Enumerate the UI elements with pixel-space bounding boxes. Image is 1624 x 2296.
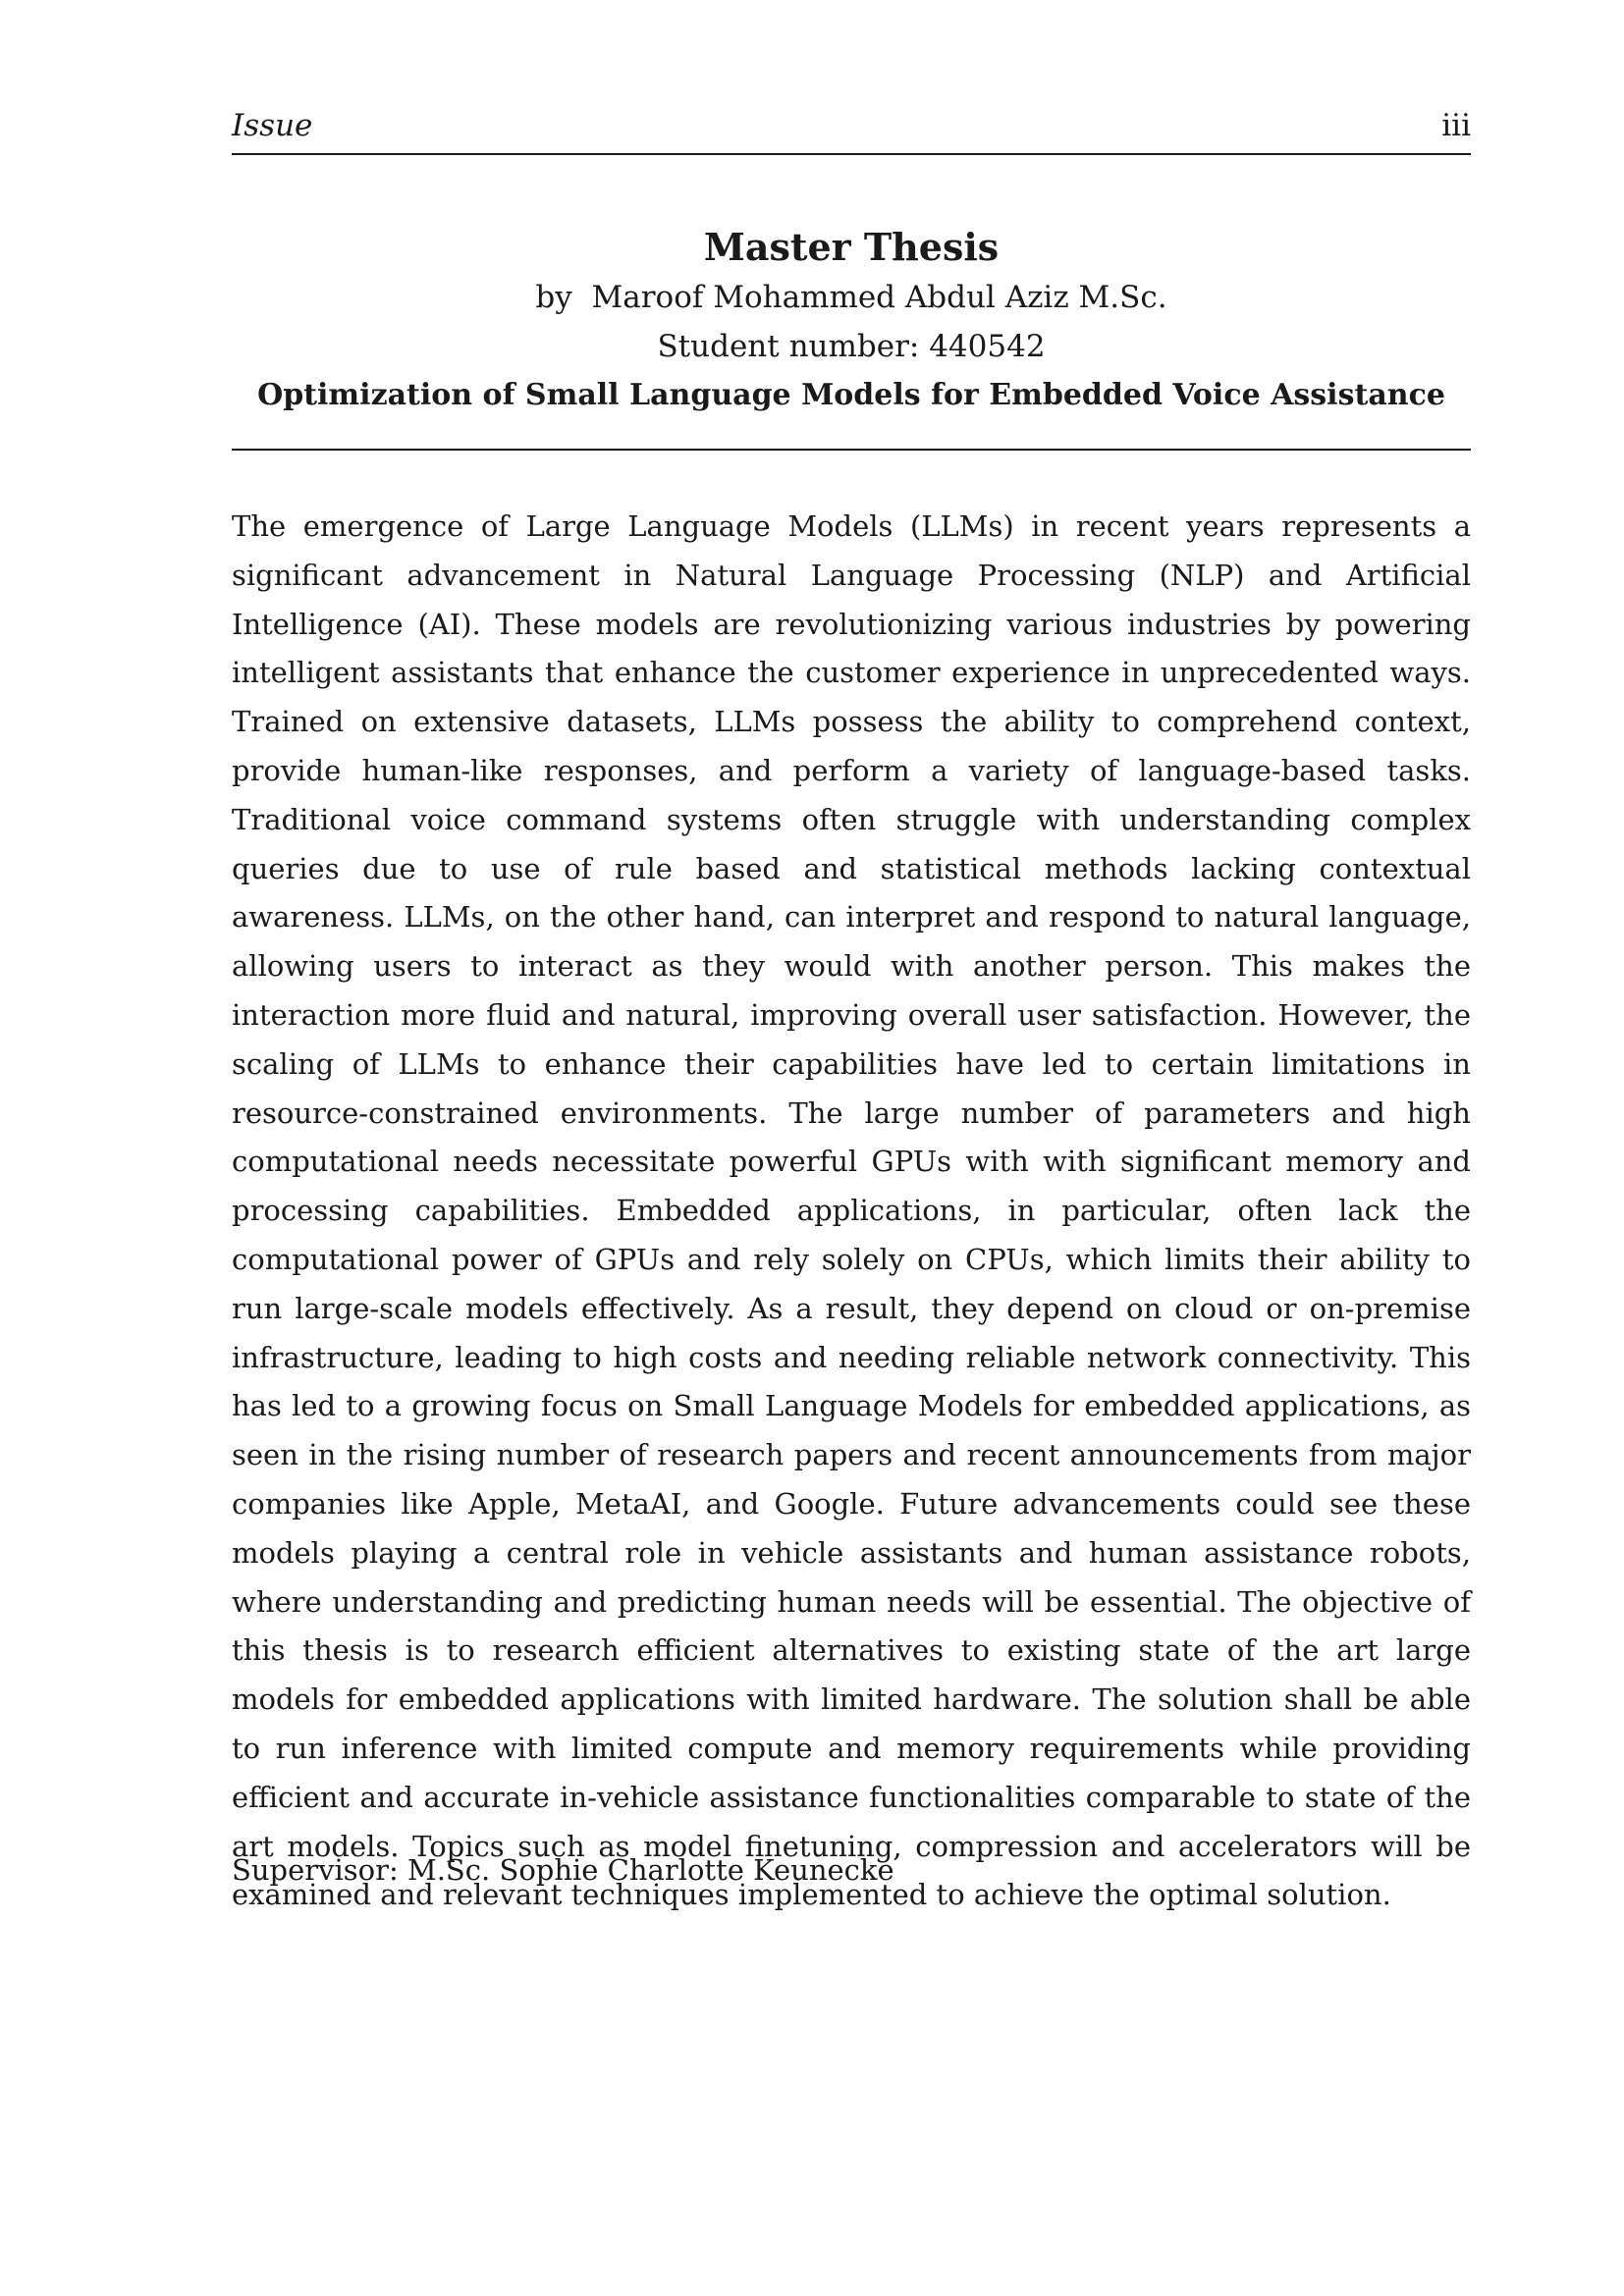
page-number: iii	[1441, 108, 1471, 143]
student-number-label: Student number:	[657, 329, 920, 364]
thesis-type-heading: Master Thesis	[703, 225, 1000, 269]
supervisor-label: Supervisor:	[232, 1853, 399, 1887]
header-section-label: Issue	[232, 108, 313, 143]
student-number-line	[232, 322, 1471, 371]
abstract-paragraph: The emergence of Large Language Models (LLMs) in recent years represents a significant advancement in Natural Language Processing (NLP) and Artificial Intelligence (AI). These models are revolutionizing various industries by powering intelligent assistants that enhance the customer experience in unprecedented ways. Trained on extensive datasets, LLMs possess the ability to comprehend context, provide human-like responses, and perform a variety of language-based tasks. Traditional voice command systems often struggle with understanding complex queries due to use of rule based and statistical methods lacking contextual awareness. LLMs, on the other hand, can interpret and respond to natural language, allowing users to interact as they would with another person. This makes the interaction more fluid and natural, improving overall user satisfaction. However, the scaling of LLMs to enhance their capabilities have led to certain limitations in resource-constrained environments. The large number of parameters and high computational needs necessitate powerful GPUs with with significant memory and processing capabilities. Embedded applications, in particular, often lack the computational power of GPUs and rely solely on CPUs, which limits their ability to run large-scale models effectively. As a result, they depend on cloud or on-premise infrastructure, leading to high costs and needing reliable network connectivity. This has led to a growing focus on Small Language Models for embedded applications, as seen in the rising number of research papers and recent announcements from major companies like Apple, MetaAI, and Google. Future advancements could see these models playing a central role in vehicle assistants and human assistance robots, where understanding and predicting human needs will be essential. The objective of this thesis is to research efficient alternatives to existing state of the art large models for embedded applications with limited hardware. The solution shall be able to run inference with limited compute and memory requirements while providing efficient and accurate in-vehicle assistance functionalities comparable to state of the art models. Topics such as model finetuning, compression and accelerators will be examined and relevant techniques implemented to achieve the optimal solution.	[232, 509, 1471, 1912]
running-header	[232, 108, 1471, 155]
supervisor-line	[232, 1845, 1471, 1895]
title-block	[232, 222, 1471, 420]
author-name: Maroof Mohammed Abdul Aziz M.Sc.	[591, 280, 1167, 315]
supervisor-name: M.Sc. Sophie Charlotte Keunecke	[407, 1853, 894, 1887]
title-divider	[232, 449, 1471, 451]
student-number: 440542	[929, 329, 1046, 364]
author-by-label: by	[535, 280, 572, 315]
thesis-title: Optimization of Small Language Models for Embedded Voice Assistance	[257, 378, 1445, 412]
author-line	[232, 273, 1471, 322]
